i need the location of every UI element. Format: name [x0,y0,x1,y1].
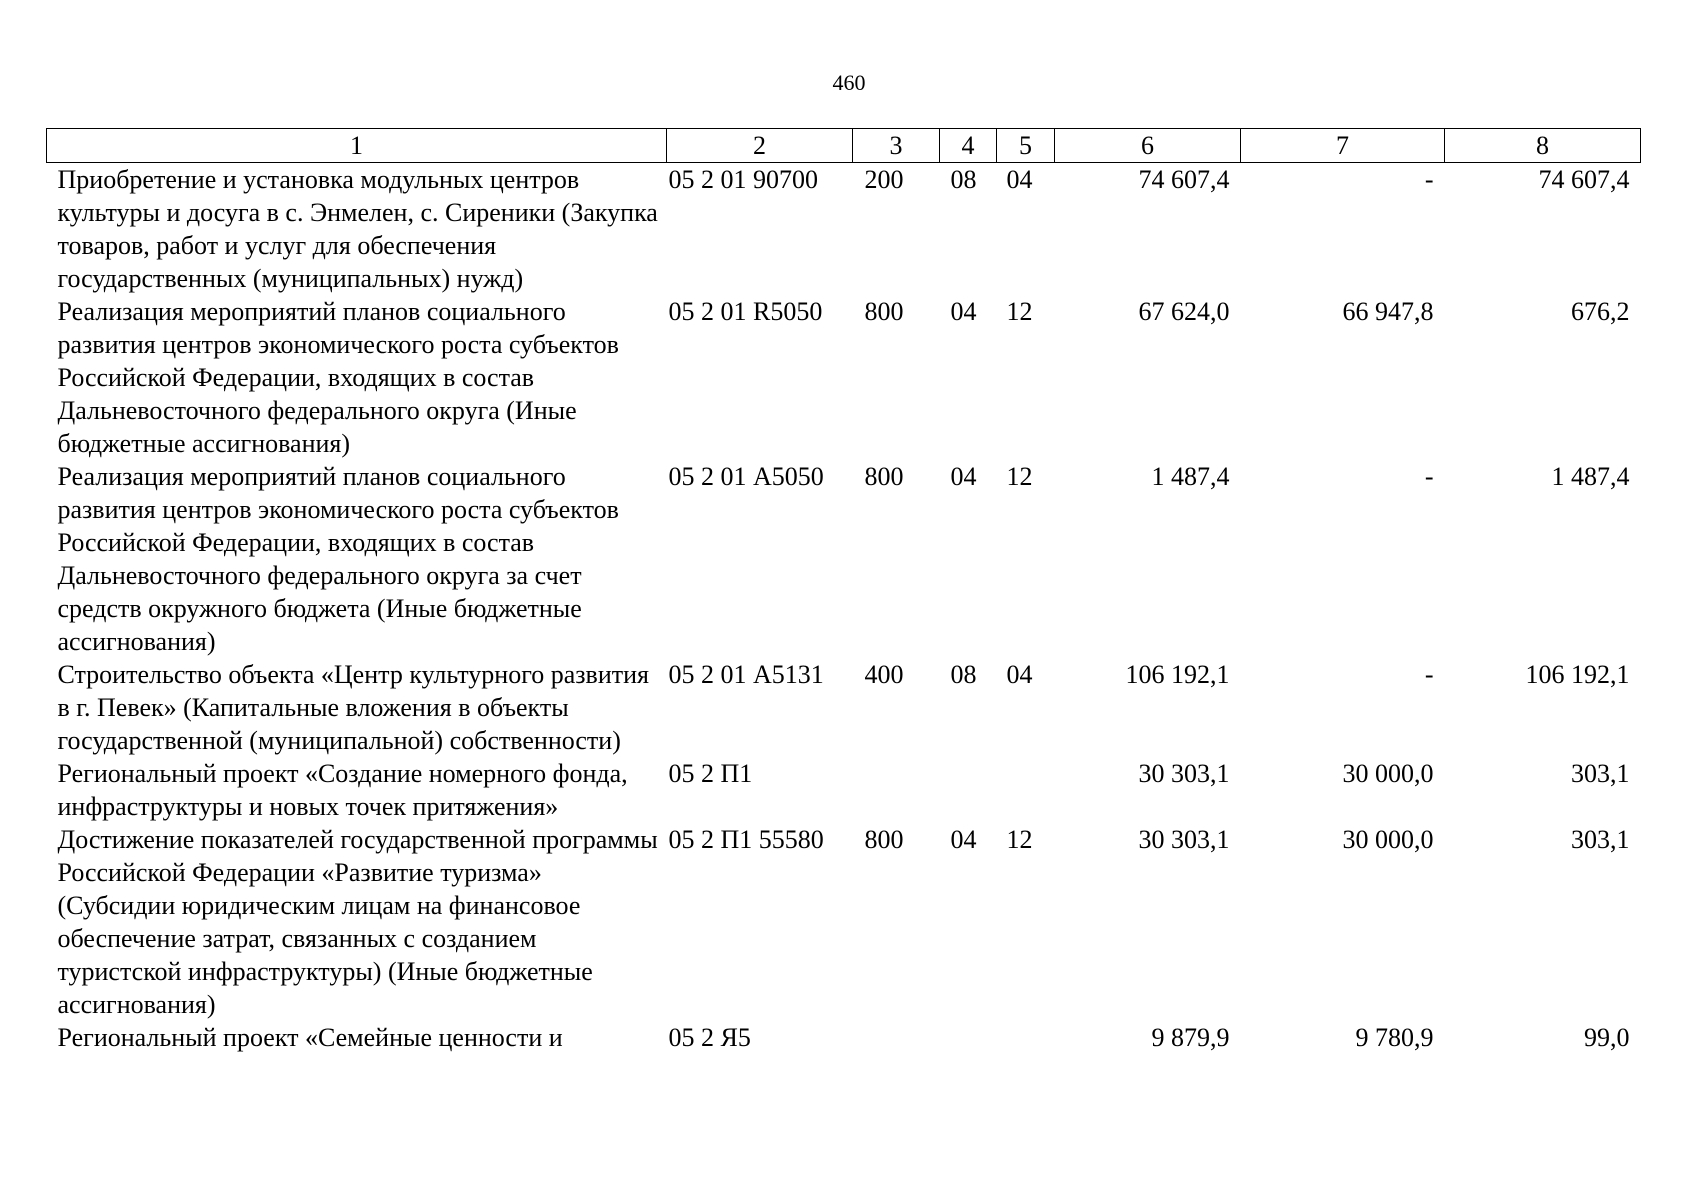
row-federal: - [1424,660,1434,689]
row-total: 74 607,4 [1138,165,1230,194]
row-regional: 106 192,1 [1525,660,1630,689]
page-number: 460 [832,70,866,95]
row-code: 05 2 01 R5050 [668,297,823,326]
row-regional: 303,1 [1571,759,1630,788]
row-description: Строительство объекта «Центр культурного развития в г. Певек» (Капитальные вложения в объекты государственной (муниципальной) собственности) [57,660,649,755]
row-expense-type: 800 [864,297,904,326]
column-header-7: 7 [1241,129,1445,163]
row-section: 08 [950,660,977,689]
row-section: 04 [950,462,977,491]
column-header-8: 8 [1445,129,1641,163]
row-section [940,757,997,823]
row-regional: 1 487,4 [1551,462,1630,491]
row-regional: 303,1 [1571,825,1630,854]
row-federal: 30 000,0 [1342,759,1434,788]
column-header-1: 1 [47,129,667,163]
row-subsection: 04 [1006,165,1033,194]
row-subsection: 12 [1006,825,1033,854]
row-federal: 66 947,8 [1342,297,1434,326]
column-header-3: 3 [853,129,940,163]
row-subsection [997,1021,1055,1054]
row-total: 1 487,4 [1151,462,1230,491]
row-regional: 99,0 [1584,1023,1630,1052]
column-header-5: 5 [997,129,1055,163]
row-section: 08 [950,165,977,194]
budget-table [46,128,1641,1054]
row-total: 30 303,1 [1138,759,1230,788]
row-total: 9 879,9 [1151,1023,1230,1052]
row-expense-type: 800 [864,825,904,854]
table-row [47,1021,1641,1054]
row-expense-type [853,757,940,823]
row-total: 106 192,1 [1125,660,1230,689]
table-row [47,757,1641,823]
column-header-2: 2 [667,129,853,163]
row-code: 05 2 Я5 [668,1023,751,1052]
row-federal: - [1424,462,1434,491]
row-description: Достижение показателей государственной программы Российской Федерации «Развитие туризма» (Субсидии юридическим лицам на финансовое обеспечение затрат, связанных с созданием туристской инфраструктуры) (Иные бюджетные ассигнования) [57,825,658,1019]
row-description: Реализация мероприятий планов социального развития центров экономического роста субъектов Российской Федерации, входящих в состав Дальневосточного федерального округа (Иные бюджетные ассигнования) [57,297,619,458]
row-subsection: 12 [1006,462,1033,491]
row-code: 05 2 01 90700 [668,165,818,194]
row-federal: 30 000,0 [1342,825,1434,854]
table-row [47,823,1641,1021]
column-header-6: 6 [1055,129,1241,163]
row-description: Реализация мероприятий планов социального развития центров экономического роста субъектов Российской Федерации, входящих в состав Дальневосточного федерального округа за счет средств окружного бюджета (Иные бюджетные ассигнования) [57,462,619,656]
row-regional: 676,2 [1571,297,1630,326]
row-code: 05 2 01 А5131 [668,660,824,689]
row-code: 05 2 01 А5050 [668,462,824,491]
row-expense-type: 800 [864,462,904,491]
header-row [47,129,1641,163]
row-section [940,1021,997,1054]
row-total: 67 624,0 [1138,297,1230,326]
row-code: 05 2 П1 55580 [668,825,824,854]
row-expense-type: 400 [864,660,904,689]
table-row [47,295,1641,460]
row-federal: 9 780,9 [1355,1023,1434,1052]
row-federal: - [1424,165,1434,194]
row-regional: 74 607,4 [1538,165,1630,194]
row-subsection [997,757,1055,823]
table-row [47,658,1641,757]
row-total: 30 303,1 [1138,825,1230,854]
row-code: 05 2 П1 [668,759,753,788]
row-description: Региональный проект «Семейные ценности и [57,1023,563,1052]
row-section: 04 [950,825,977,854]
row-subsection: 12 [1006,297,1033,326]
column-header-4: 4 [940,129,997,163]
row-description: Приобретение и установка модульных центров культуры и досуга в с. Энмелен, с. Сиреники (Закупка товаров, работ и услуг для обеспечения государственных (муниципальных) нужд) [57,165,658,293]
table-row [47,163,1641,296]
row-expense-type [853,1021,940,1054]
row-description: Региональный проект «Создание номерного фонда, инфраструктуры и новых точек притяжения» [57,759,628,821]
row-expense-type: 200 [864,165,904,194]
row-section: 04 [950,297,977,326]
table-row [47,460,1641,658]
row-subsection: 04 [1006,660,1033,689]
